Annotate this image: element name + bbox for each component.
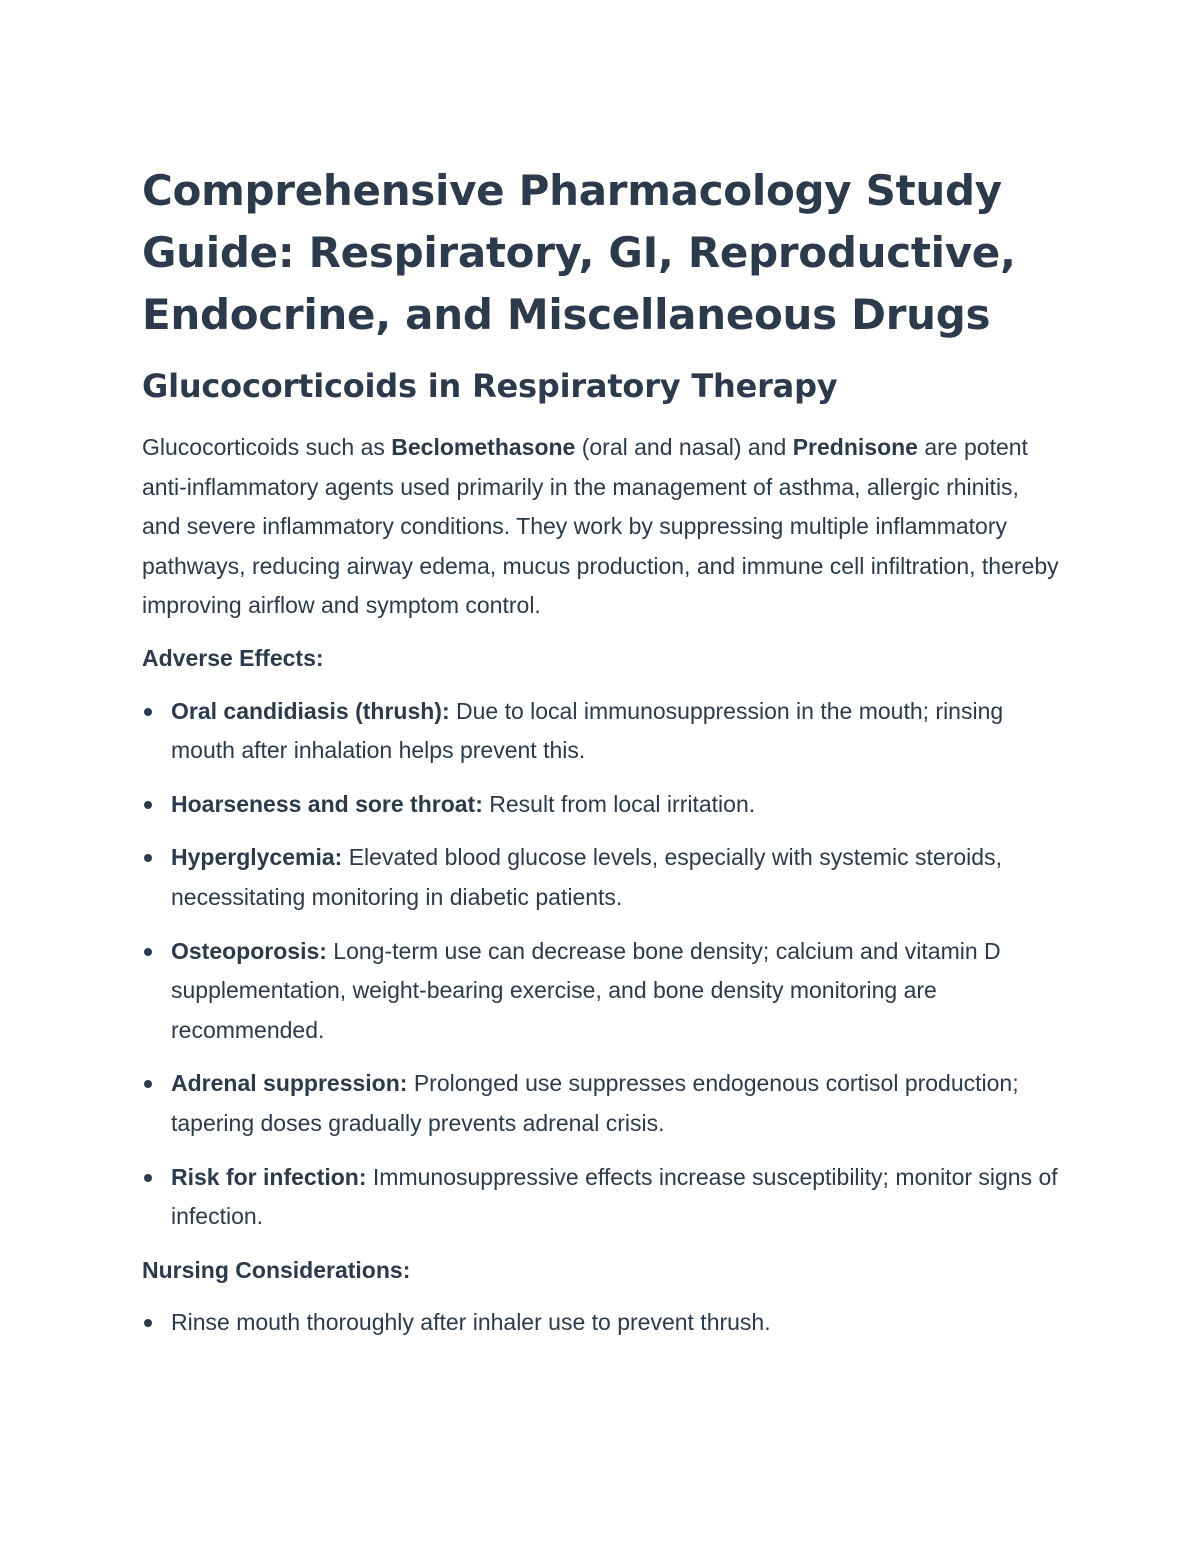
nursing-considerations-label: Nursing Considerations: [142, 1256, 411, 1283]
list-item [142, 1064, 1062, 1143]
section-heading: Glucocorticoids in Respiratory Therapy [142, 367, 838, 405]
list-item-term: Hyperglycemia: [171, 844, 343, 871]
list-item-term: Osteoporosis: [171, 937, 327, 964]
list-item [142, 1303, 1062, 1343]
list-item-term: Risk for infection: [171, 1163, 367, 1190]
list-item-term: Hoarseness and sore throat: [171, 790, 483, 817]
list-item-text: Rinse mouth thoroughly after inhaler use to prevent thrush. [171, 1309, 771, 1336]
bullet-icon [144, 948, 152, 956]
drug-name-prednisone: Prednisone [792, 434, 918, 460]
list-item-text: Result from local irritation. [482, 790, 756, 817]
list-item-term: Oral candidiasis (thrush): [171, 697, 450, 724]
intro-text-2: (oral and nasal) and [575, 434, 793, 460]
list-item-text: Long-term use can decrease bone density; calcium and vitamin D supplementation, weight-bearing exercise, and bone density monitoring are recommended. [171, 937, 1001, 1043]
nursing-considerations-list [142, 1303, 1062, 1343]
bullet-icon [144, 1174, 152, 1182]
bullet-icon [144, 801, 152, 809]
list-item-text: Due to local immunosuppression in the mouth; rinsing mouth after inhalation helps prevent this. [171, 697, 1004, 764]
list-item-text: Prolonged use suppresses endogenous cortisol production; tapering doses gradually prevents adrenal crisis. [171, 1070, 1019, 1136]
adverse-effects-list [142, 692, 1062, 1237]
list-item [142, 838, 1062, 917]
drug-name-beclomethasone: Beclomethasone [391, 434, 576, 460]
bullet-icon [144, 854, 152, 862]
bullet-icon [144, 1080, 152, 1088]
list-item-text: Elevated blood glucose levels, especially with systemic steroids, necessitating monitoring in diabetic patients. [171, 844, 1002, 910]
intro-text-1: Glucocorticoids such as [142, 434, 392, 460]
intro-paragraph [142, 428, 1062, 626]
list-item [142, 692, 1062, 771]
bullet-icon [144, 708, 152, 716]
document-title: Comprehensive Pharmacology Study Guide: Respiratory, GI, Reproductive, Endocrine, and Miscellaneous Drugs [142, 166, 1016, 339]
list-item [142, 1158, 1062, 1237]
list-item-term: Adrenal suppression: [171, 1070, 408, 1097]
document-page [142, 160, 1062, 1357]
intro-text-3: are potent anti-inflammatory agents used primarily in the management of asthma, allergic rhinitis, and severe inflammatory conditions. They work by suppressing multiple inflammatory pathways, reducing airway edema, mucus production, and immune cell infiltration, thereby improving airflow and symptom control. [142, 434, 1059, 619]
list-item [142, 785, 1062, 825]
list-item [142, 932, 1062, 1051]
bullet-icon [144, 1319, 152, 1327]
list-item-text: Immunosuppressive effects increase susceptibility; monitor signs of infection. [171, 1163, 1058, 1230]
adverse-effects-label: Adverse Effects: [142, 644, 324, 671]
